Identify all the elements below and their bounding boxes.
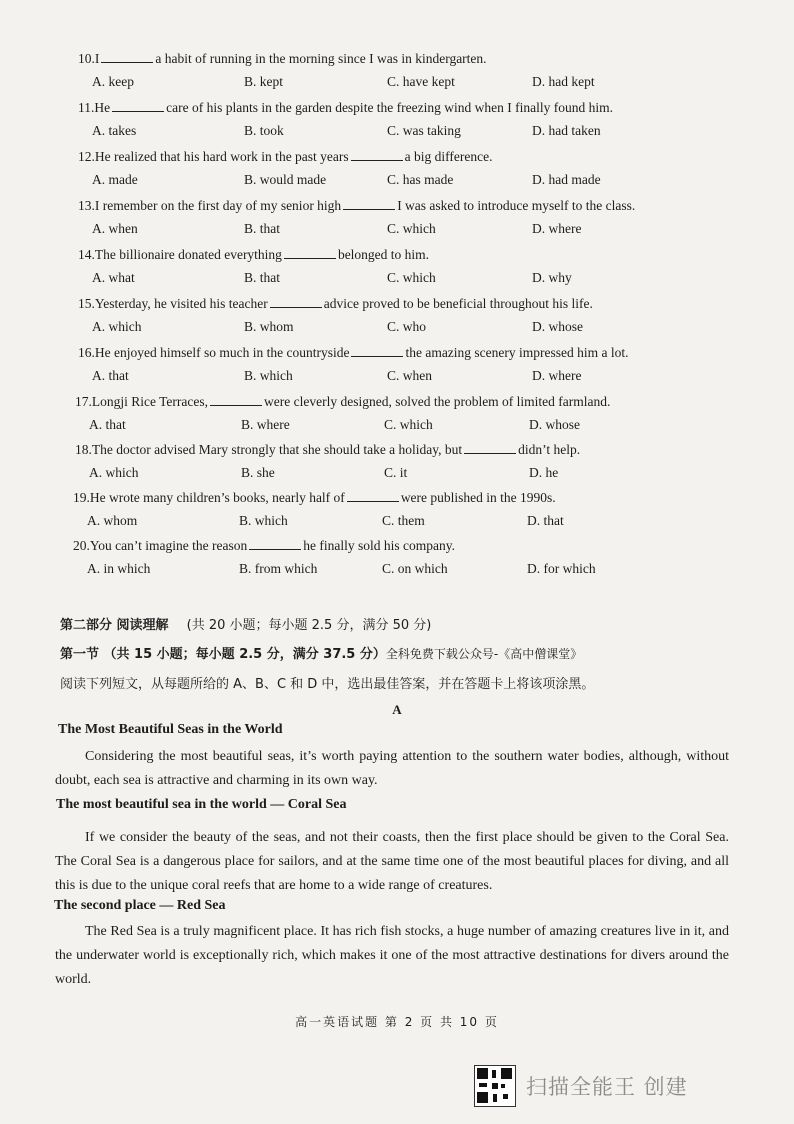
question-text-before: I xyxy=(94,51,100,66)
answer-option: D. where xyxy=(532,368,582,383)
answer-option: C. which xyxy=(387,270,436,285)
answer-option: A. which xyxy=(92,319,142,334)
option-row xyxy=(87,560,647,578)
answer-option: B. took xyxy=(244,123,284,138)
question-text-after: I was asked to introduce myself to the class. xyxy=(397,198,636,213)
answer-option: B. that xyxy=(244,270,280,285)
option-row xyxy=(92,269,652,287)
question-text-after: were cleverly designed, solved the problem of limited farmland. xyxy=(264,394,611,409)
question-text-before: He wrote many children’s books, nearly half of xyxy=(89,490,345,505)
scanner-watermark xyxy=(474,1066,688,1106)
scanner-app-name: 扫描全能王 创建 xyxy=(526,1075,688,1099)
question-text-before: He realized that his hard work in the past years xyxy=(94,149,349,164)
question-stem xyxy=(78,148,698,166)
answer-option: D. whose xyxy=(532,319,583,334)
question-number: 15. xyxy=(78,296,95,311)
question-stem xyxy=(78,99,698,117)
answer-blank xyxy=(351,344,403,357)
answer-option: C. it xyxy=(384,465,408,480)
answer-option: B. whom xyxy=(244,319,294,334)
answer-blank xyxy=(343,197,395,210)
answer-blank xyxy=(249,537,301,550)
answer-blank xyxy=(101,50,153,63)
option-row xyxy=(92,220,652,238)
page-footer: 高一英语试题 第 2 页 共 10 页 xyxy=(295,1015,499,1029)
paragraph-red-sea: The Red Sea is a truly magnificent place. It has rich fish stocks, a huge number of amazing creatures live in it, and the underwater world is exceptionally rich, which makes it one of the most attractive destinations for divers around the world. xyxy=(55,924,729,987)
qr-code-icon xyxy=(474,1065,516,1107)
answer-option: D. why xyxy=(532,270,572,285)
question-text-after: the amazing scenery impressed him a lot. xyxy=(405,345,629,360)
question-stem xyxy=(73,537,693,555)
question-stem xyxy=(78,344,698,362)
answer-blank xyxy=(351,148,403,161)
question-stem xyxy=(78,246,698,264)
passage-intro: Considering the most beautiful seas, it’s worth paying attention to the southern water bodies, although, without doubt, each sea is attractive and charming in its own way. xyxy=(55,749,729,788)
answer-option: C. them xyxy=(382,513,425,528)
answer-blank xyxy=(270,295,322,308)
answer-option: A. when xyxy=(92,221,138,236)
question-text-before: He enjoyed himself so much in the countryside xyxy=(94,345,350,360)
question-number: 12. xyxy=(78,149,95,164)
question-text-before: I remember on the first day of my senior high xyxy=(94,198,342,213)
option-row xyxy=(92,122,652,140)
question-text-before: The billionaire donated everything xyxy=(94,247,282,262)
question-text-after: he finally sold his company. xyxy=(303,538,455,553)
answer-option: A. made xyxy=(92,172,138,187)
paragraph-coral-sea: If we consider the beauty of the seas, and not their coasts, then the first place should be given to the Coral Sea. The Coral Sea is a dangerous place for sailors, and at the same time one of the most beautiful places for diving, and all this is due to the unique coral reefs that are home to a wide range of creatures. xyxy=(55,830,729,893)
question-stem xyxy=(78,197,698,215)
question-text-after: a big difference. xyxy=(404,149,493,164)
answer-option: C. has made xyxy=(387,172,454,187)
passage-title: The Most Beautiful Seas in the World xyxy=(58,722,283,737)
question-stem xyxy=(75,393,695,411)
answer-option: A. that xyxy=(89,417,126,432)
section-2-title: 第二部分 阅读理解 (共 20 小题；每小题 2.5 分，满分 50 分) xyxy=(60,618,432,633)
answer-option: C. was taking xyxy=(387,123,461,138)
answer-option: D. had taken xyxy=(532,123,601,138)
question-stem xyxy=(78,295,698,313)
question-number: 19. xyxy=(73,490,90,505)
question-text-before: Yesterday, he visited his teacher xyxy=(94,296,268,311)
question-text-after: advice proved to be beneficial throughout his life. xyxy=(323,296,593,311)
question-number: 20. xyxy=(73,538,90,553)
option-row xyxy=(89,464,649,482)
answer-option: C. which xyxy=(384,417,433,432)
answer-option: C. have kept xyxy=(387,74,455,89)
answer-option: A. which xyxy=(89,465,139,480)
answer-option: A. whom xyxy=(87,513,138,528)
answer-option: D. whose xyxy=(529,417,580,432)
answer-option: A. takes xyxy=(92,123,137,138)
question-number: 17. xyxy=(75,394,92,409)
answer-option: D. had made xyxy=(532,172,601,187)
answer-option: B. where xyxy=(241,417,290,432)
question-number: 18. xyxy=(75,442,92,457)
answer-option: B. from which xyxy=(239,561,318,576)
answer-option: A. what xyxy=(92,270,135,285)
answer-option: C. who xyxy=(387,319,427,334)
answer-blank xyxy=(347,489,399,502)
answer-option: D. he xyxy=(529,465,559,480)
question-text-before: Longji Rice Terraces, xyxy=(91,394,209,409)
answer-option: B. which xyxy=(244,368,293,383)
answer-option: B. kept xyxy=(244,74,283,89)
answer-option: D. where xyxy=(532,221,582,236)
answer-option: A. that xyxy=(92,368,129,383)
answer-option: C. which xyxy=(387,221,436,236)
answer-option: D. that xyxy=(527,513,564,528)
question-text-before: You can’t imagine the reason xyxy=(89,538,248,553)
answer-option: B. she xyxy=(241,465,275,480)
question-number: 16. xyxy=(78,345,95,360)
answer-option: B. which xyxy=(239,513,288,528)
answer-option: A. keep xyxy=(92,74,134,89)
subheading-coral-sea: The most beautiful sea in the world — Coral Sea xyxy=(56,797,347,812)
answer-option: B. that xyxy=(244,221,280,236)
answer-blank xyxy=(210,393,262,406)
answer-option: C. when xyxy=(387,368,432,383)
question-stem xyxy=(73,489,693,507)
answer-option: C. on which xyxy=(382,561,448,576)
question-stem xyxy=(75,441,695,459)
option-row xyxy=(92,171,652,189)
question-text-after: a habit of running in the morning since I was in kindergarten. xyxy=(155,51,487,66)
answer-blank xyxy=(112,99,164,112)
option-row xyxy=(92,318,652,336)
section-2-1-title: 第一节 （共 15 小题；每小题 2.5 分，满分 37.5 分）全科免费下载公众号-《高中僧课堂》 xyxy=(60,647,583,662)
answer-option: D. had kept xyxy=(532,74,595,89)
question-number: 13. xyxy=(78,198,95,213)
question-text-before: The doctor advised Mary strongly that she should take a holiday, but xyxy=(91,442,463,457)
question-stem xyxy=(78,50,698,68)
answer-blank xyxy=(284,246,336,259)
question-text-after: care of his plants in the garden despite the freezing wind when I finally found him. xyxy=(166,100,613,115)
answer-blank xyxy=(464,441,516,454)
answer-option: D. for which xyxy=(527,561,596,576)
question-number: 10. xyxy=(78,51,95,66)
answer-option: A. in which xyxy=(87,561,151,576)
option-row xyxy=(92,367,652,385)
question-text-after: were published in the 1990s. xyxy=(400,490,556,505)
option-row xyxy=(89,416,649,434)
question-text-after: didn’t help. xyxy=(518,442,581,457)
answer-option: B. would made xyxy=(244,172,327,187)
question-number: 14. xyxy=(78,247,95,262)
passage-label: A xyxy=(392,702,402,717)
option-row xyxy=(92,73,652,91)
subheading-red-sea: The second place — Red Sea xyxy=(54,898,226,913)
reading-instruction: 阅读下列短文，从每题所给的 A、B、C 和 D 中，选出最佳答案，并在答题卡上将该项涂黑。 xyxy=(60,677,595,692)
question-text-before: He xyxy=(94,100,111,115)
option-row xyxy=(87,512,647,530)
question-text-after: belonged to him. xyxy=(337,247,430,262)
question-number: 11. xyxy=(78,100,95,115)
